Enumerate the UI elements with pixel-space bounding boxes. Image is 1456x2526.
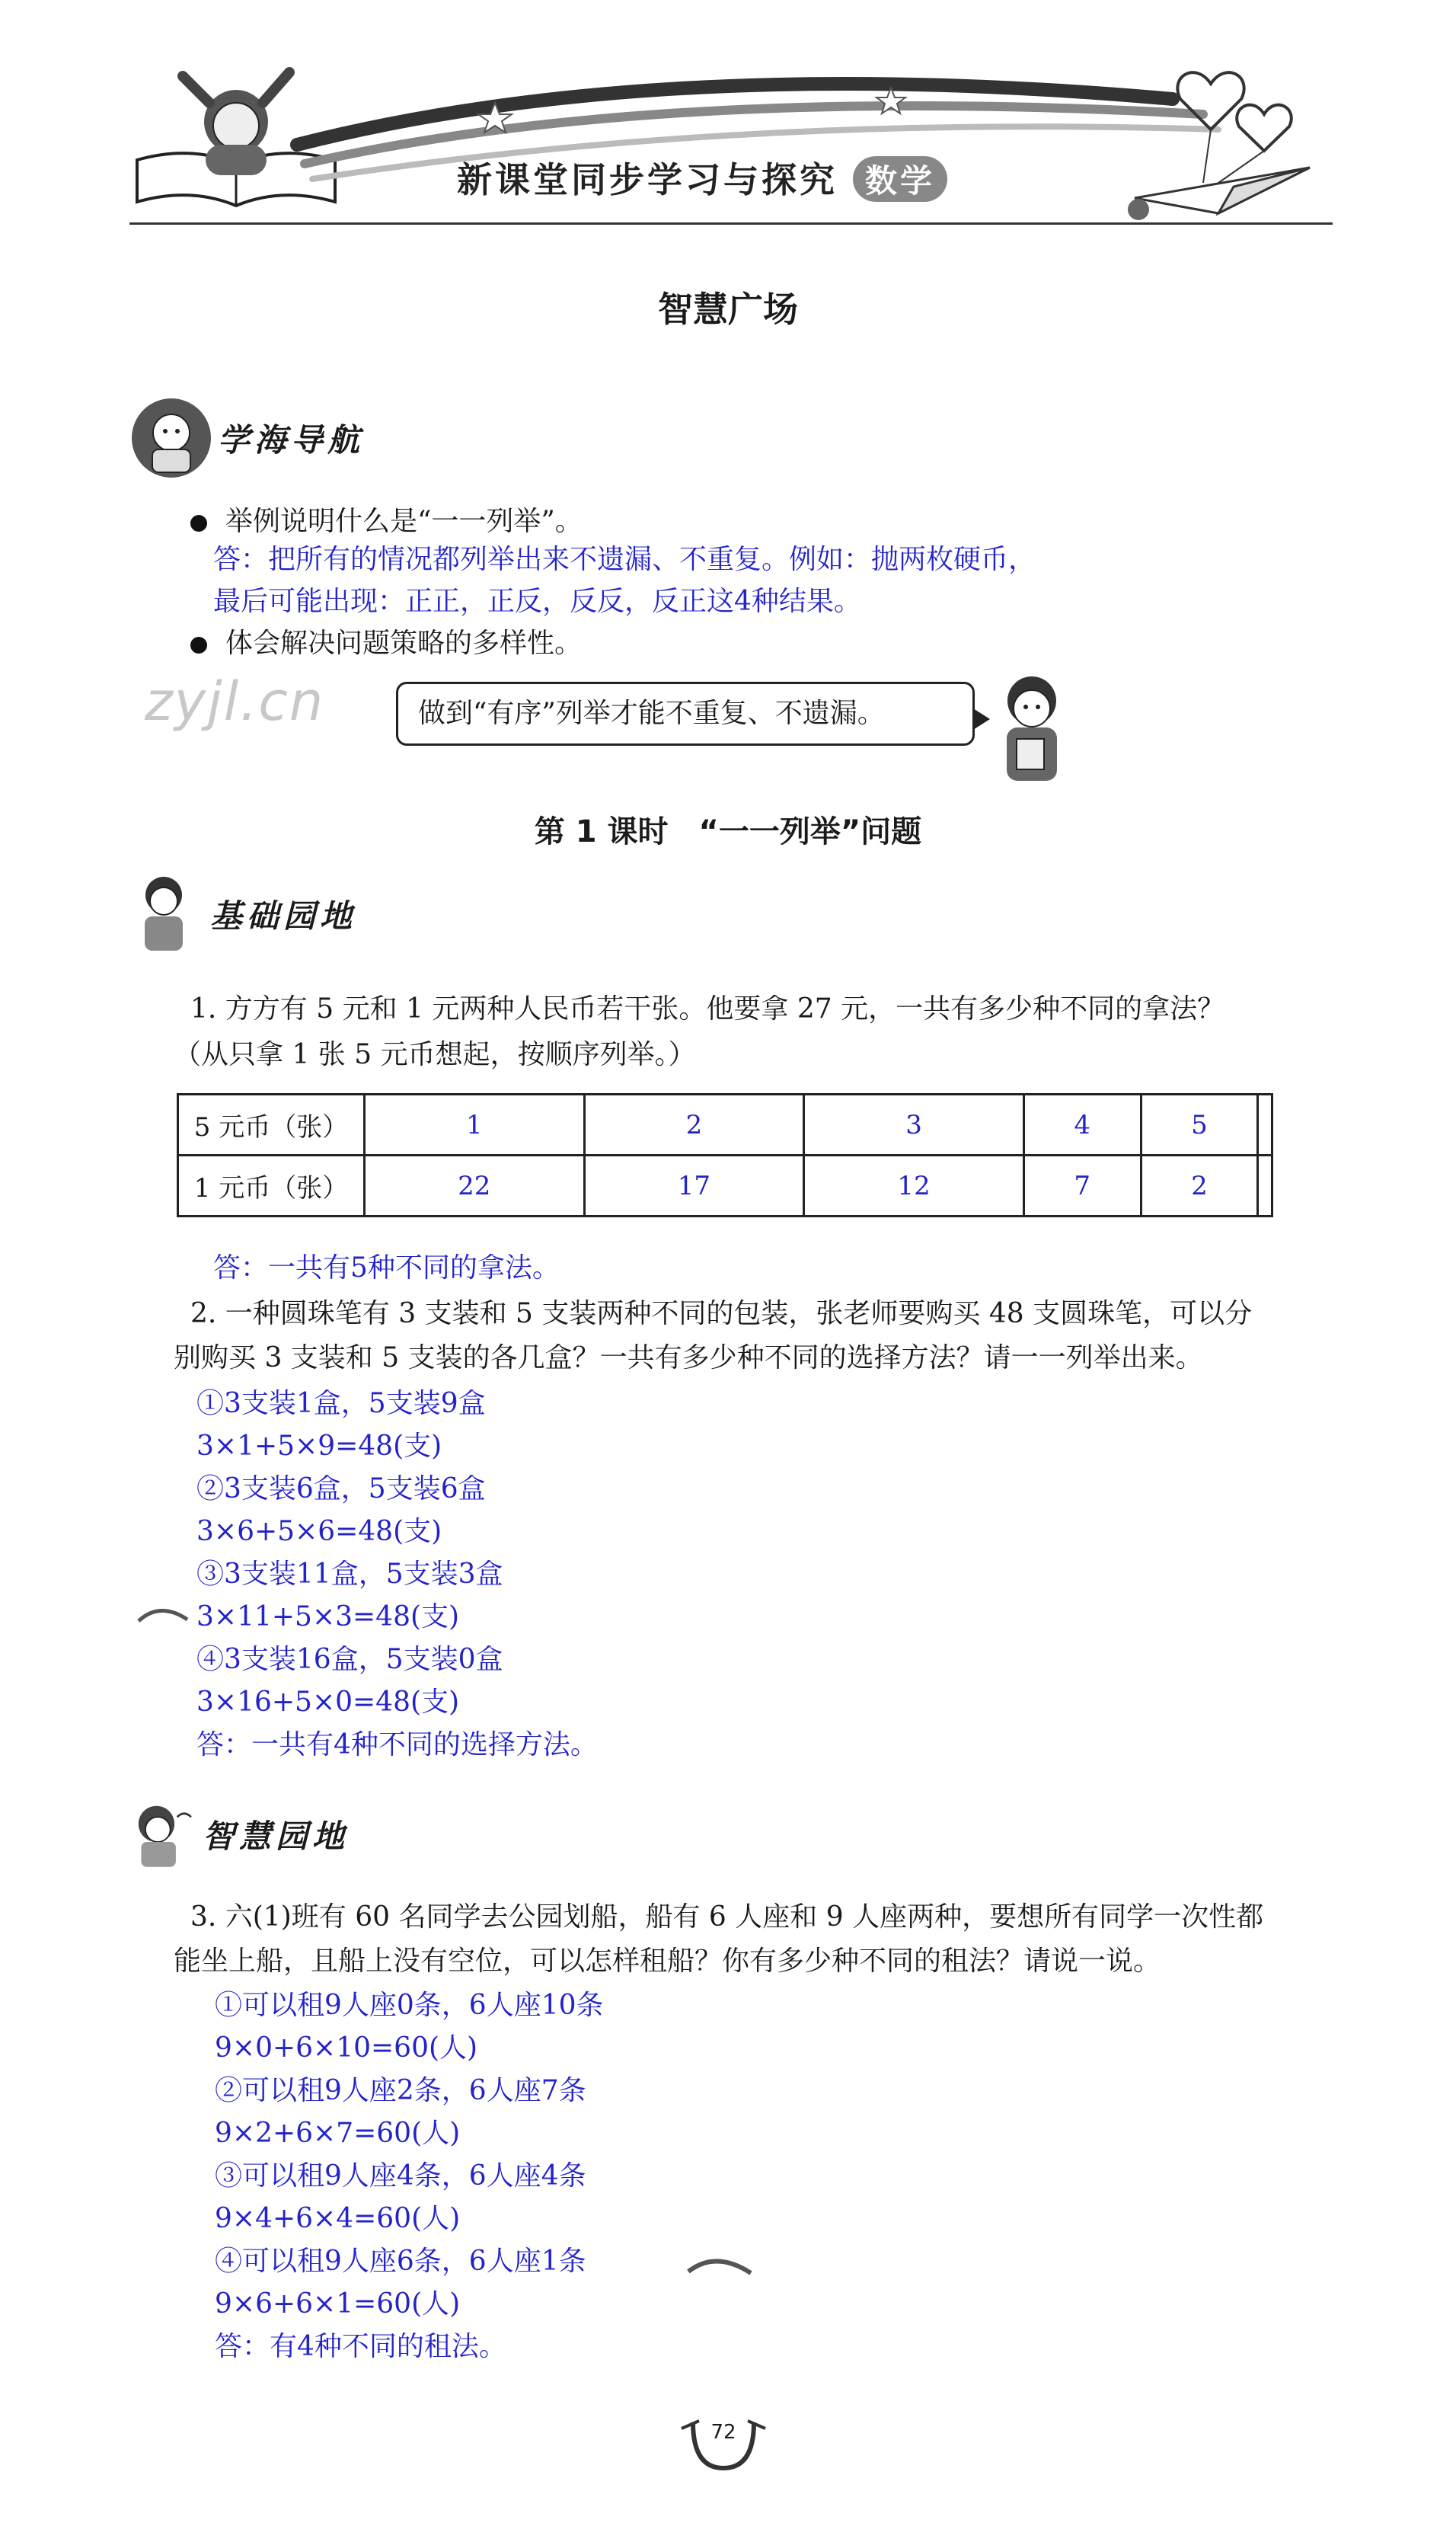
table-cell: 3 <box>804 1095 1024 1156</box>
table-cell <box>1258 1156 1272 1217</box>
subject-badge: 数学 <box>853 156 947 202</box>
problem-1-text-line-1: 1. 方方有 5 元和 1 元两种人民币若干张。他要拿 27 元，一共有多少种不同的拿法？ <box>190 993 1225 1025</box>
lesson-title: 第 1 课时 “一一列举”问题 <box>534 814 922 849</box>
problem-1-answer: 答：一共有5种不同的拿法。 <box>213 1252 560 1284</box>
page-title: 智慧广场 <box>658 289 798 330</box>
guide-question-1: 举例说明什么是“一一列举”。 <box>190 503 583 541</box>
problem-3-answer-line: 9×2+6×7=60(人) <box>215 2118 461 2149</box>
table-cell: 5 <box>1141 1095 1258 1156</box>
problem-2-answer-line: 3×11+5×3=48(支) <box>196 1601 460 1632</box>
section-basic-heading <box>122 872 356 956</box>
series-title: 新课堂同步学习与探究 <box>457 159 838 200</box>
problem-3-answer-line: 9×0+6×10=60(人) <box>215 2032 478 2064</box>
leaf-decoration-icon <box>137 1606 190 1624</box>
problem-3-answer-line: ③可以租9人座4条，6人座4条 <box>215 2160 586 2192</box>
problem-3-answer-line: 9×6+6×1=60(人) <box>215 2288 461 2320</box>
table-cell <box>1258 1095 1272 1156</box>
problem-2-answer-line: 3×16+5×0=48(支) <box>196 1687 460 1718</box>
speech-bubble-tail <box>973 708 990 730</box>
watermark: zyjl.cn <box>145 670 325 733</box>
problem-3-answer-line: 9×4+6×4=60(人) <box>215 2203 461 2234</box>
problem-2-answer-line: 3×1+5×9=48(支) <box>196 1431 442 1462</box>
guide-answer-1-line-2: 最后可能出现：正正，正反，反反，反正这4种结果。 <box>213 586 861 617</box>
guide-answer-1-line-1: 答：把所有的情况都列举出来不遗漏、不重复。例如：抛两枚硬币， <box>213 544 1036 575</box>
student-icon <box>122 872 206 956</box>
section-basic-label: 基础园地 <box>210 897 357 935</box>
section-wisdom-label: 智慧园地 <box>203 1818 350 1855</box>
problem-3-answer-line: ②可以租9人座2条，6人座7条 <box>215 2075 586 2106</box>
table-row-header: 5 元币（张） <box>178 1095 365 1156</box>
table-row-header: 1 元币（张） <box>178 1156 365 1217</box>
boy-with-book-icon <box>990 670 1074 792</box>
table-cell: 2 <box>1141 1156 1258 1217</box>
header-title <box>457 152 947 203</box>
problem-2-answer-line: 3×6+5×6=48(支) <box>196 1516 442 1547</box>
leaf-decoration-icon <box>685 2256 754 2279</box>
table-row-one-yuan <box>178 1156 1272 1217</box>
problem-2-answer-line: 答：一共有4种不同的选择方法。 <box>196 1729 598 1760</box>
table-cell: 2 <box>584 1095 804 1156</box>
section-wisdom-heading <box>122 1796 349 1872</box>
table-cell: 17 <box>584 1156 804 1217</box>
problem-3-text-line-2: 能坐上船，且船上没有空位，可以怎样租船？你有多少种不同的租法？请说一说。 <box>174 1946 1161 1977</box>
problem-2-text-line-1: 2. 一种圆珠笔有 3 支装和 5 支装两种不同的包装，张老师要购买 48 支圆珠笔，可以分 <box>190 1298 1253 1329</box>
guide-question-2: 体会解决问题策略的多样性。 <box>190 625 582 663</box>
problem-2-text-line-2: 别购买 3 支装和 5 支装的各几盒？一共有多少种不同的选择方法？请一一列举出来。 <box>174 1342 1203 1373</box>
section-guide-heading <box>129 396 364 480</box>
tip-speech-bubble: 做到“有序”列举才能不重复、不遗漏。 <box>396 682 975 746</box>
problem-3-answer-line: ①可以租9人座0条，6人座10条 <box>215 1990 604 2021</box>
header-divider <box>129 222 1333 225</box>
table-cell: 12 <box>804 1156 1024 1217</box>
problem-2-answer-line: ④3支装16盒，5支装0盒 <box>196 1644 503 1675</box>
problem-2-answer-line: ①3支装1盒，5支装9盒 <box>196 1388 486 1419</box>
section-guide-label: 学海导航 <box>218 421 365 459</box>
thinking-kid-icon <box>122 1796 198 1872</box>
reading-boy-icon <box>129 396 213 480</box>
problem-1-text-line-2: （从只拿 1 张 5 元币想起，按顺序列举。） <box>174 1039 696 1070</box>
table-cell: 1 <box>365 1095 585 1156</box>
table-cell: 22 <box>365 1156 585 1217</box>
problem-2-answer-line: ②3支装6盒，5支装6盒 <box>196 1473 486 1504</box>
table-row-five-yuan <box>178 1095 1272 1156</box>
table-cell: 7 <box>1023 1156 1141 1217</box>
page-number: 72 <box>710 2421 736 2444</box>
problem-3-answer-line: 答：有4种不同的租法。 <box>215 2331 506 2362</box>
problem-3-answer-line: ④可以租9人座6条，6人座1条 <box>215 2246 586 2277</box>
problem-2-answer-line: ③3支装11盒，5支装3盒 <box>196 1559 503 1590</box>
page-header <box>122 30 1340 229</box>
table-cell: 4 <box>1023 1095 1141 1156</box>
money-table <box>177 1093 1273 1217</box>
problem-3-text-line-1: 3. 六(1)班有 60 名同学去公园划船，船有 6 人座和 9 人座两种，要想所有同学一次性都 <box>190 1901 1264 1933</box>
